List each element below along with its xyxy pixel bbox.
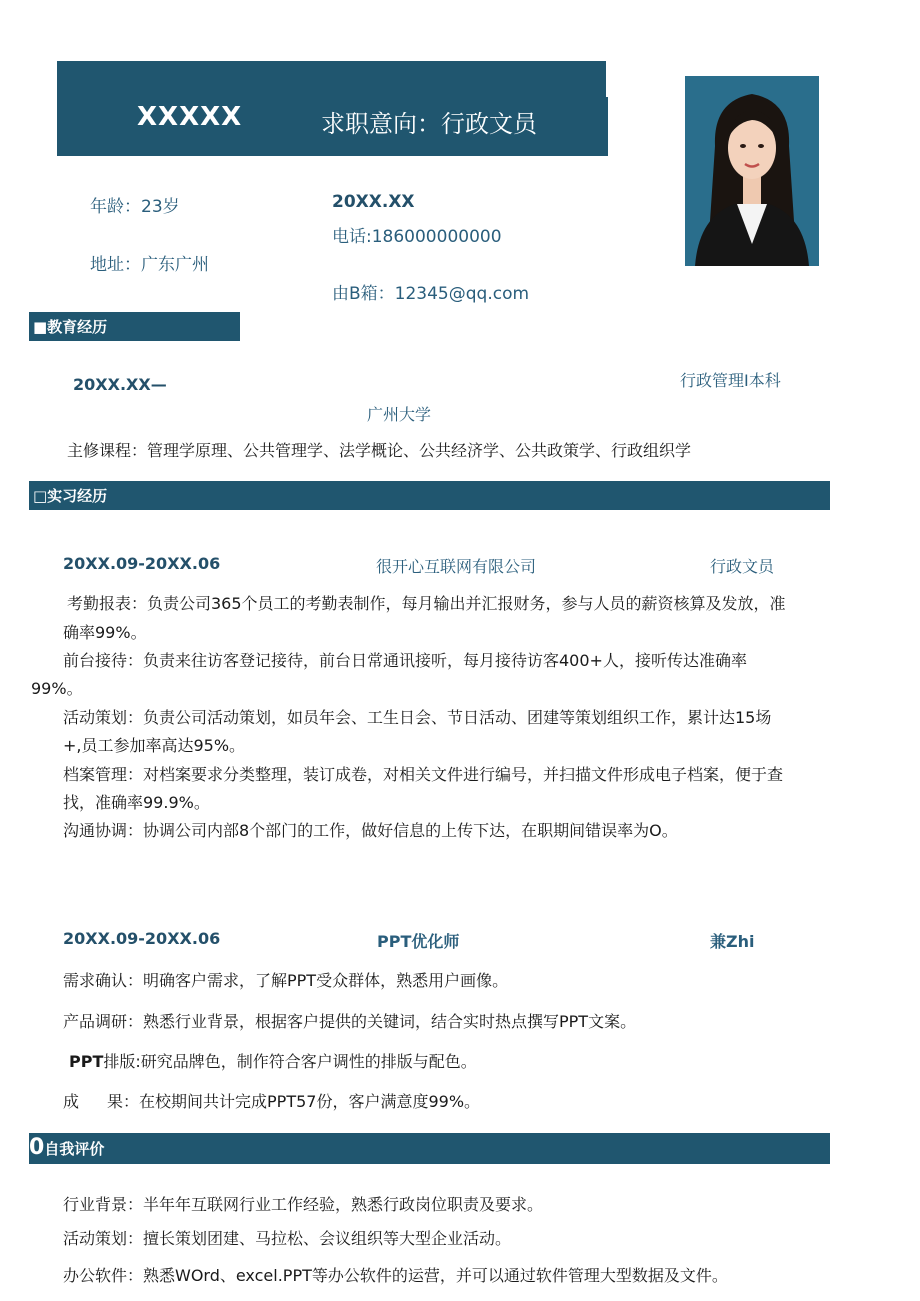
self-eval-section-header [29,1133,830,1164]
education-school: 广州大学 [367,405,432,424]
email: 由B箱：12345@qq.com [332,284,530,304]
job1-line: 档案管理：对档案要求分类整理，装订成卷，对相关文件进行编号，并扫描文件形成电子档案，便于查 [63,765,784,784]
job2-line4-rest: 在校期间共计完成PPT57份，客户满意度99%。 [139,1092,481,1111]
job2-date: 20XX.09-20XX.06 [63,929,221,948]
education-section-header [29,312,240,341]
self-eval-title: 自我评价 [44,1140,105,1158]
address: 地址：广东广州 [90,255,209,275]
job1-line: 考勤报表：负责公司365个员工的考勤表制作，每月输出并汇报财务，参与人员的薪资核算及发放，准 [67,594,786,613]
job2-line4-label: 成 [63,1092,80,1111]
phone: 电话:186000000000 [332,227,502,247]
self-eval-line: 活动策划：擅长策划团建、马拉松、会议组织等大型企业活动。 [63,1229,512,1248]
education-major: 行政管理I本科 [680,371,781,390]
job1-line: 确率99%。 [63,623,147,642]
job2-role: 兼Zhi [710,932,755,951]
job2-line [63,1089,480,1112]
job2-line: 需求确认：明确客户需求，了解PPT受众群体，熟悉用户画像。 [63,971,509,990]
job2-line3-bold: PPT [69,1052,104,1071]
job1-date: 20XX.09-20XX.06 [63,554,221,573]
candidate-name: XXXXX [137,102,243,132]
self-eval-line: 办公软件：熟悉WOrd、excel.PPT等办公软件的运营，并可以通过软件管理大型数据及文件。 [63,1266,728,1285]
internship-title: □实习经历 [33,487,108,505]
education-title: ■教育经历 [33,318,108,336]
profile-photo [685,76,819,266]
self-eval-title-big: 0 [29,1135,45,1160]
self-eval-heading [29,1135,104,1160]
job2-line3-rest: 排版:研究品牌色，制作符合客户调性的排版与配色。 [103,1052,477,1071]
job1-role: 行政文员 [710,557,775,576]
job1-line: 前台接待：负责来往访客登记接待，前台日常通讯接听，每月接待访客400+人，接听传达准确率 [63,651,747,670]
job1-line: 活动策划：负责公司活动策划，如员年会、工生日会、节日活动、团建等策划组织工作，累计达15场 [63,708,772,727]
internship-section-header [29,481,830,510]
job1-line: 99%。 [31,679,83,698]
job1-line: +,员工参加率高达95%。 [63,736,246,755]
age: 年龄：23岁 [90,197,180,217]
education-courses: 主修课程：管理学原理、公共管理学、法学概论、公共经济学、公共政策学、行政组织学 [67,441,692,460]
education-date: 20XX.XX— [73,375,167,394]
job1-line: 沟通协调：协调公司内部8个部门的工作，做好信息的上传下达，在职期间错误率为O。 [63,821,678,840]
self-eval-line: 行业背景：半年年互联网行业工作经验，熟悉行政岗位职责及要求。 [63,1195,544,1214]
birth-date: 20XX.XX [332,192,415,212]
job2-company: PPT优化师 [377,932,460,951]
job1-line: 找，准确率99.9%。 [63,793,210,812]
job2-line4-label2: 果： [107,1092,140,1111]
job2-line [69,1049,477,1072]
job-intent: 求职意向：行政文员 [321,110,537,138]
job1-company: 很开心互联网有限公司 [376,557,537,576]
job2-line: 产品调研：熟悉行业背景，根据客户提供的关键词，结合实时热点撰写PPT文案。 [63,1012,637,1031]
